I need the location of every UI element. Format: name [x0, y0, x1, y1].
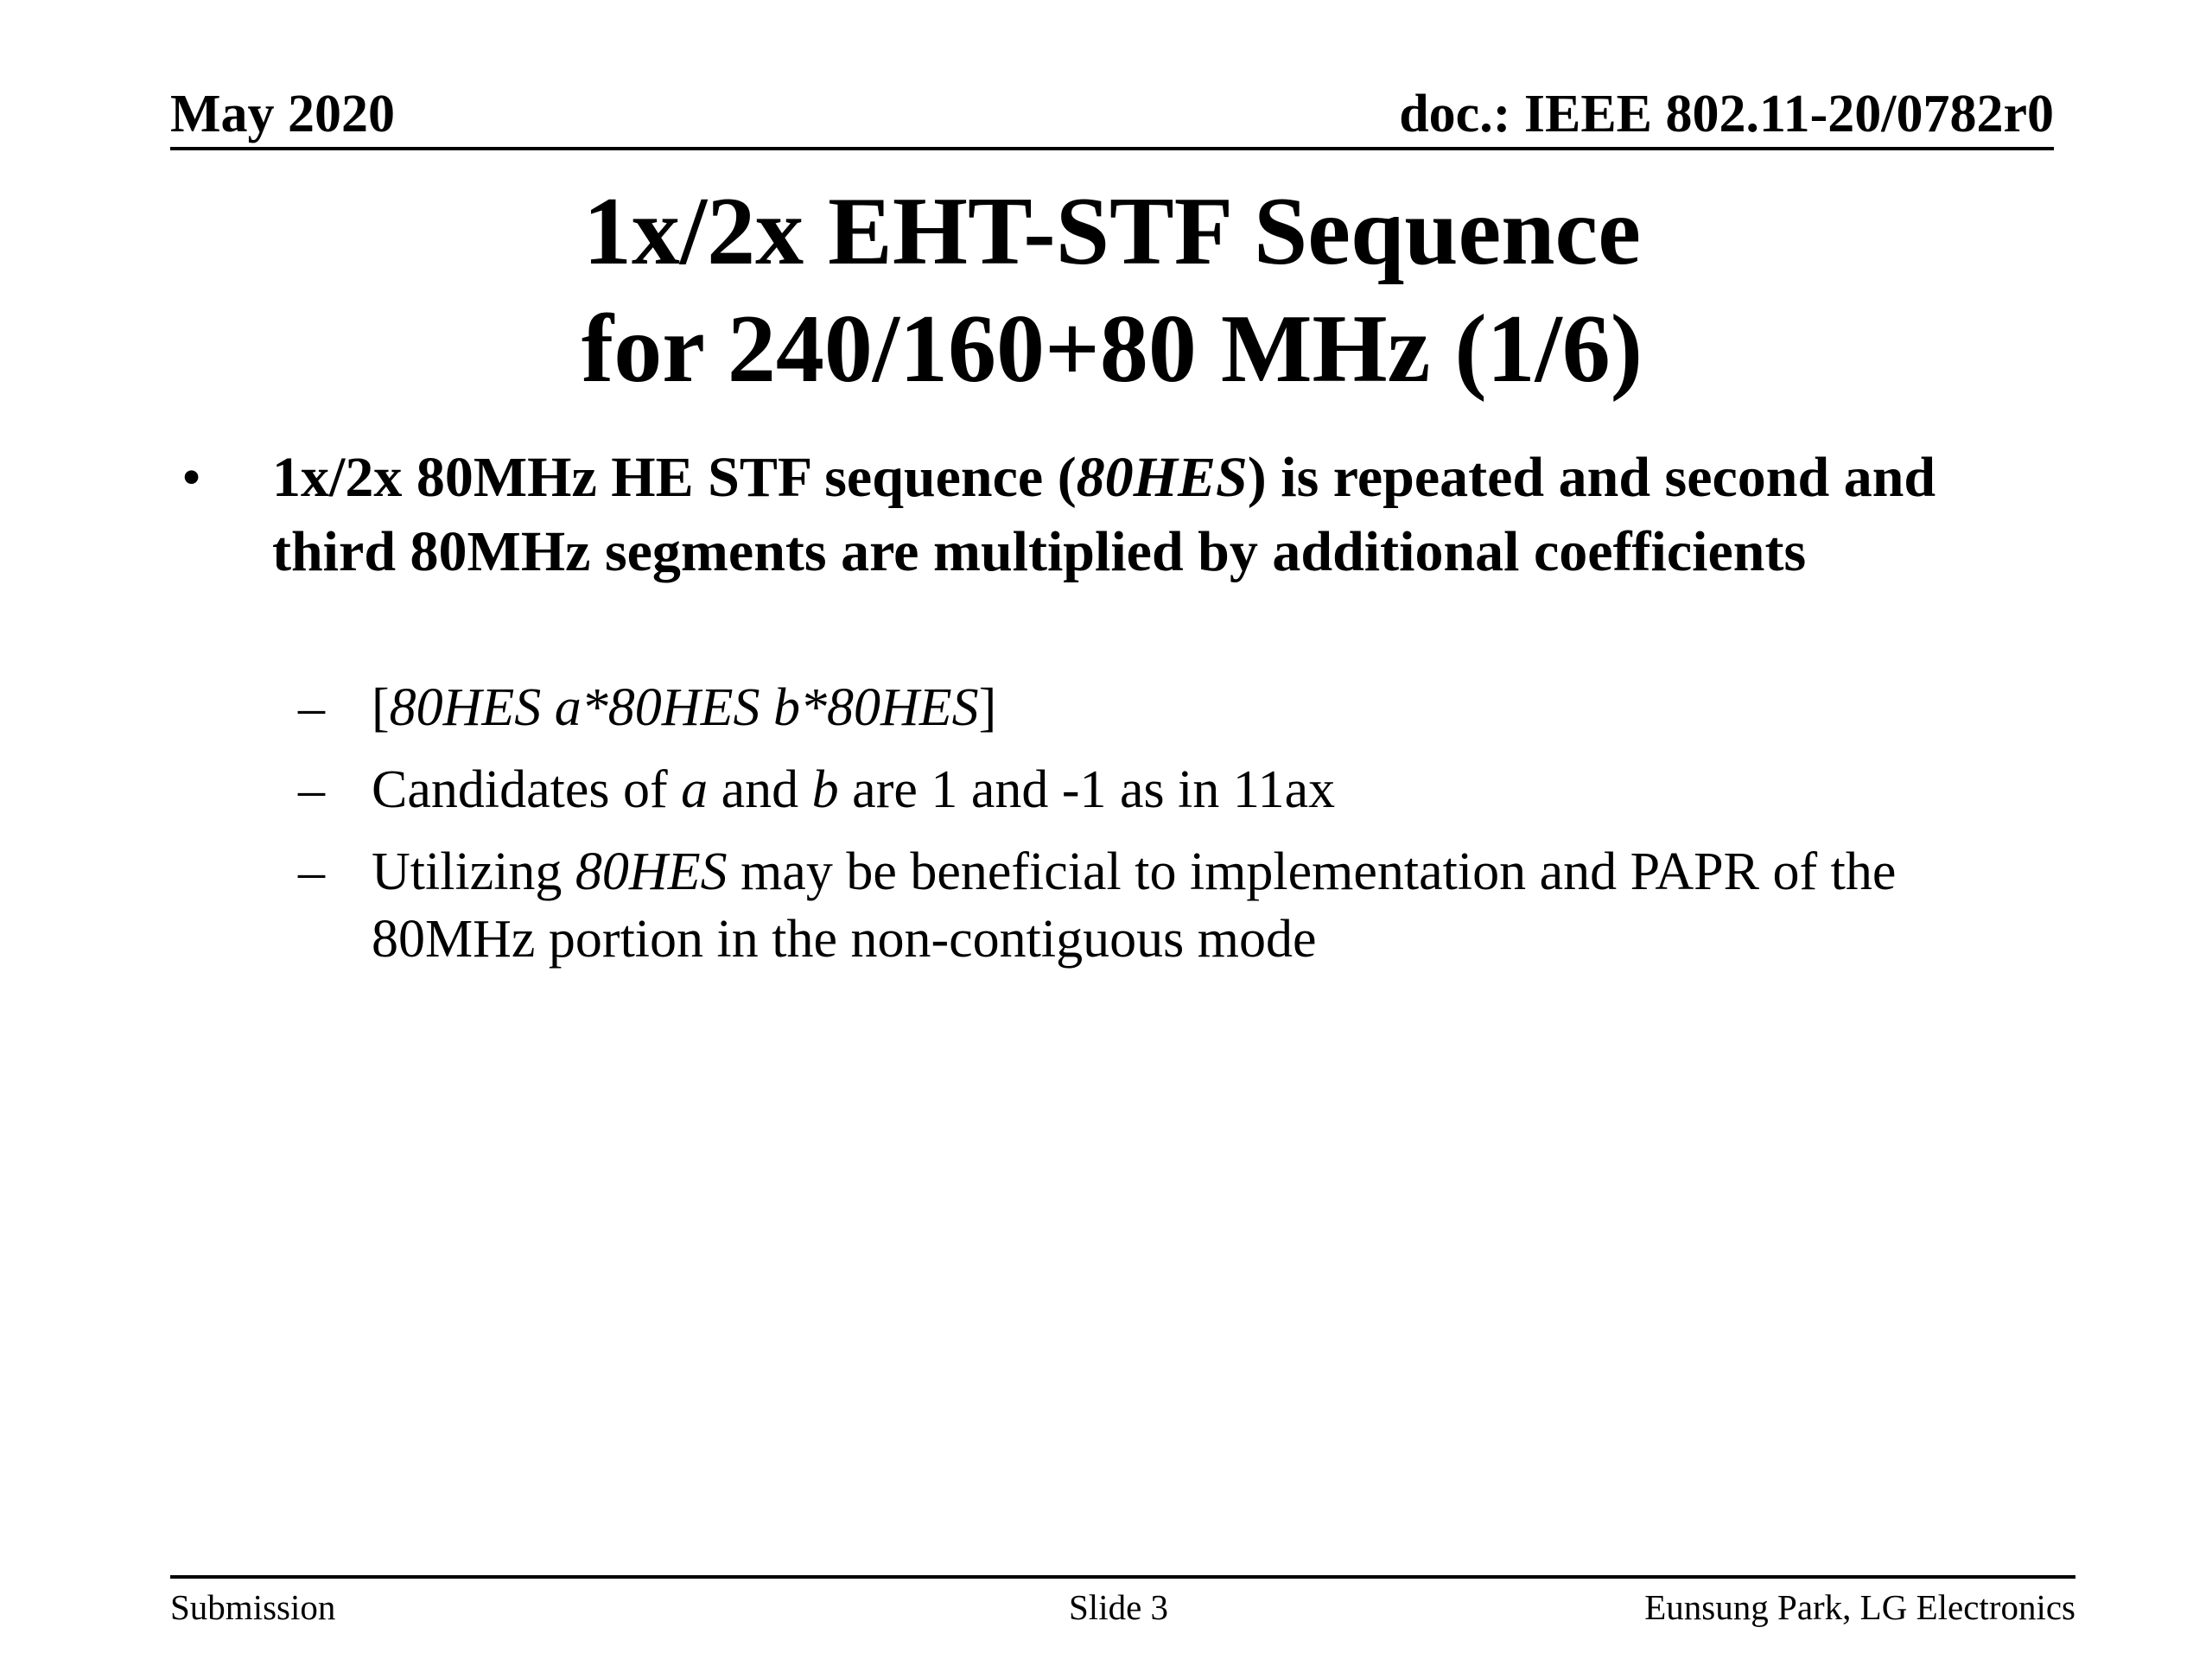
footer-author: Eunsung Park, LG Electronics — [1644, 1587, 2075, 1627]
variable-a: a — [681, 760, 709, 819]
header-date: May 2020 — [170, 85, 396, 143]
title-line-1: 1x/2x EHT-STF Sequence — [583, 178, 1641, 285]
utilizing-text-2: may be beneficial to implementation and PAPR of the 80MHz portion in the non-contiguous mode — [372, 842, 1897, 969]
main-bullet-text — [272, 441, 2052, 589]
formula-open-bracket: [ — [372, 678, 390, 737]
candidates-text-2: and — [708, 760, 812, 819]
candidates-text-1: Candidates of — [372, 760, 682, 819]
dash-marker: – — [298, 760, 325, 819]
dash-marker: – — [298, 678, 325, 737]
title-line-2: for 240/160+80 MHz (1/6) — [581, 296, 1643, 403]
slide-footer — [170, 1575, 2075, 1630]
sub-bullet-formula — [298, 674, 2026, 741]
utilizing-text-1: Utilizing — [372, 842, 575, 901]
sub-bullet-candidates — [298, 756, 2026, 823]
footer-slide-number: Slide 3 — [1069, 1587, 1169, 1627]
footer-submission: Submission — [170, 1587, 336, 1627]
formula-text: 80HES a*80HES b*80HES — [389, 678, 979, 737]
formula-close-bracket: ] — [978, 678, 997, 737]
utilizing-80hes: 80HES — [575, 842, 728, 901]
header-doc-id: doc.: IEEE 802.11-20/0782r0 — [1399, 85, 2054, 143]
dash-marker: – — [298, 842, 325, 901]
sub-bullet-list — [298, 674, 2026, 988]
slide-title — [170, 173, 2054, 408]
slide-header — [170, 82, 2054, 150]
main-bullet-text-after: ) is repeated and second and third 80MHz segments are multiplied by additional coefficients — [272, 446, 1936, 583]
main-bullet-text-before: 1x/2x 80MHz HE STF sequence ( — [272, 446, 1077, 509]
main-bullet-80hes: 80HES — [1076, 446, 1248, 509]
sub-bullet-utilizing — [298, 838, 2026, 973]
candidates-text-3: are 1 and -1 as in 11ax — [838, 760, 1336, 819]
bullet-marker: • — [181, 446, 202, 509]
variable-b: b — [811, 760, 839, 819]
